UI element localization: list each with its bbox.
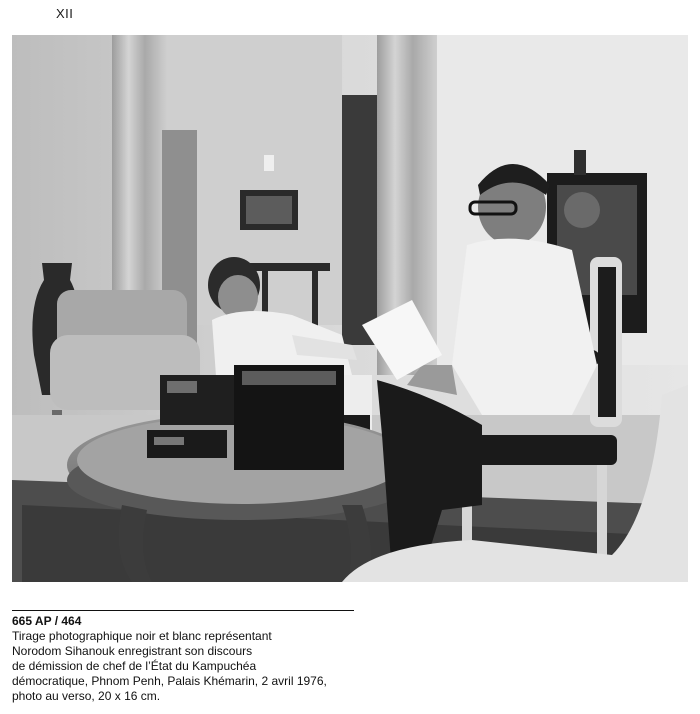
wall-painting: [240, 190, 298, 230]
page-number: XII: [56, 6, 74, 21]
wall-sconce: [264, 155, 274, 171]
archival-photograph: [12, 35, 688, 582]
caption-line-4: démocratique, Phnom Penh, Palais Khémarin, 2 avril 1976,: [12, 674, 327, 688]
tape-recorder: [147, 365, 344, 470]
caption-rule: [12, 610, 354, 611]
caption: [12, 614, 432, 704]
statuette: [574, 150, 586, 175]
archive-reference: 665 AP / 464: [12, 614, 82, 628]
caption-line-2: Norodom Sihanouk enregistrant son discours: [12, 644, 253, 658]
caption-line-5: photo au verso, 20 x 16 cm.: [12, 689, 161, 703]
caption-line-1: Tirage photographique noir et blanc représentant: [12, 629, 272, 643]
caption-line-3: de démission de chef de l’État du Kampuchéa: [12, 659, 257, 673]
